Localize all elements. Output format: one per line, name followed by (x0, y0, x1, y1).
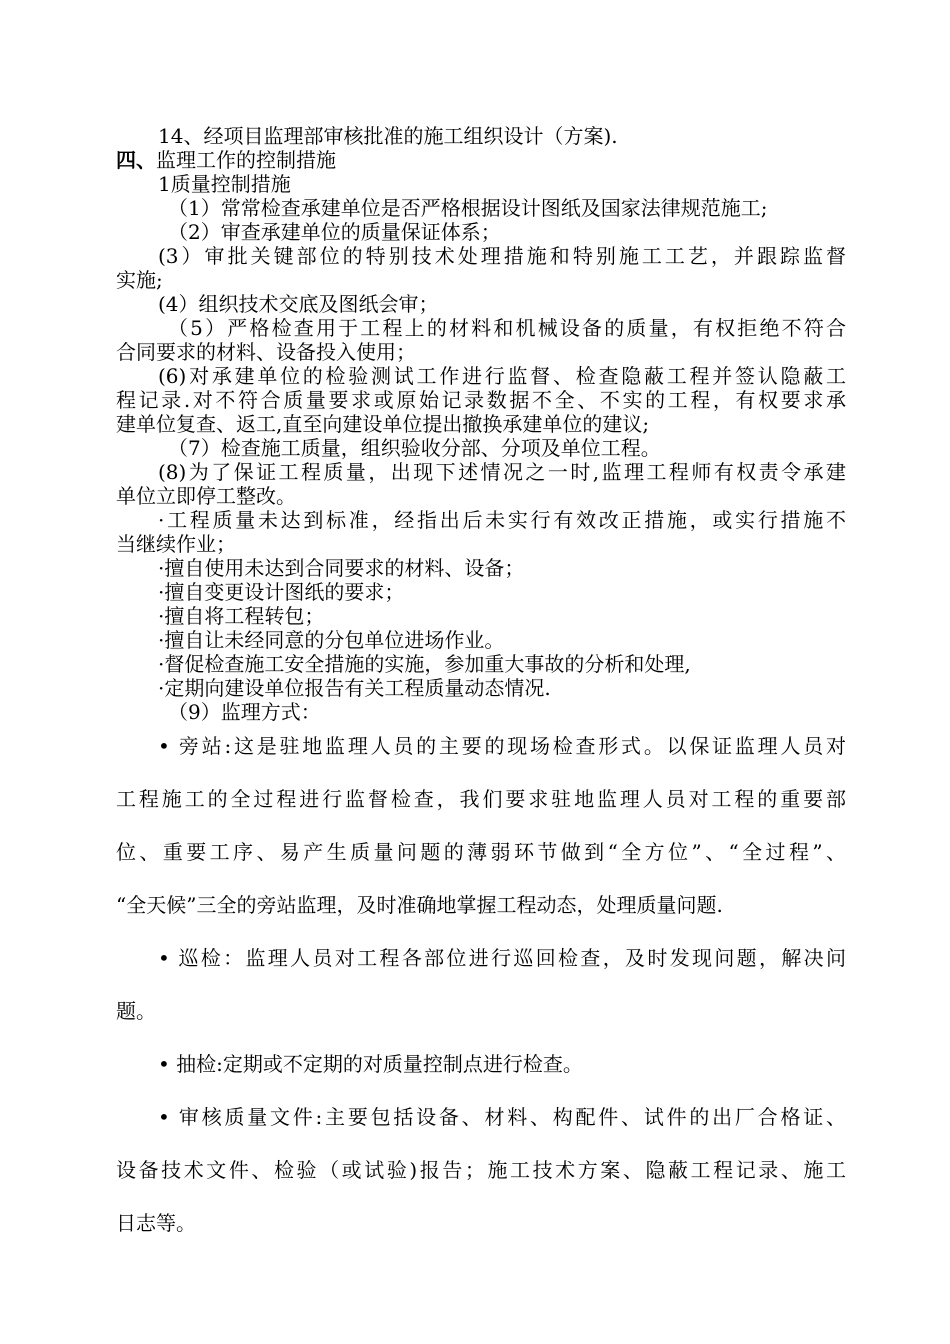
text-line: “全天候”三全的旁站监理，及时准确地掌握工程动态，处理质量问题. (116, 893, 723, 917)
text-line: 程记录.对不符合质量要求或原始记录数据不全、不实的工程，有权要求承 (116, 388, 846, 412)
list-item: ·擅自变更设计图纸的要求； (158, 580, 405, 604)
text-line: 单位立即停工整改。 (116, 484, 296, 508)
text-line: （9）监理方式： (168, 700, 321, 724)
section-heading (116, 148, 846, 172)
list-item: ·擅自使用未达到合同要求的材料、设备； (158, 556, 525, 580)
list-item: ·擅自将工程转包； (158, 604, 325, 628)
list-item: ·督促检查施工安全措施的实施，参加重大事故的分析和处理, (158, 652, 691, 676)
section-number: 四、 (116, 148, 156, 172)
text-line: (6)对承建单位的检验测试工作进行监督、检查隐蔽工程并签认隐蔽工 (158, 364, 846, 388)
section-title: 监理工作的控制措施 (156, 148, 336, 172)
list-item: ·擅自让未经同意的分包单位进场作业。 (158, 628, 505, 652)
text-line: (8)为了保证工程质量，出现下述情况之一时,监理工程师有权责令承建 (158, 460, 846, 484)
text-line: 设备技术文件、检验（或试验)报告；施工技术方案、隐蔽工程记录、施工 (116, 1158, 846, 1182)
subsection-title: 1质量控制措施 (158, 172, 291, 196)
text-line: (4）组织技术交底及图纸会审； (158, 292, 439, 316)
text-line: （2）审查承建单位的质量保证体系； (168, 220, 501, 244)
text-line: 工程施工的全过程进行监督检查，我们要求驻地监理人员对工程的重要部 (116, 787, 846, 811)
bullet-item: • 巡检：监理人员对工程各部位进行巡回检查，及时发现问题，解决问 (158, 946, 846, 970)
text-line: （1）常常检查承建单位是否严格根据设计图纸及国家法律规范施工; (168, 196, 768, 220)
text-line: 日志等。 (116, 1211, 196, 1235)
text-line: 合同要求的材料、设备投入使用； (116, 340, 416, 364)
list-item: ·定期向建设单位报告有关工程质量动态情况. (158, 676, 551, 700)
text-line: (3）审批关键部位的特别技术处理措施和特别施工工艺，并跟踪监督 (158, 244, 846, 268)
text-line: 题。 (116, 999, 156, 1023)
text-line: 实施; (116, 268, 163, 292)
bullet-item: • 审核质量文件:主要包括设备、材料、构配件、试件的出厂合格证、 (158, 1105, 846, 1129)
text-line: 建单位复查、返工,直至向建设单位提出撤换承建单位的建议; (116, 412, 650, 436)
text-line: 位、重要工序、易产生质量问题的薄弱环节做到“全方位”、“全过程”、 (116, 840, 846, 864)
text-line: 当继续作业； (116, 532, 236, 556)
bullet-item: • 抽检:定期或不定期的对质量控制点进行检查。 (158, 1052, 583, 1076)
text-line: （7）检查施工质量，组织验收分部、分项及单位工程。 (168, 436, 661, 460)
list-item: ·工程质量未达到标准，经指出后未实行有效改正措施，或实行措施不 (158, 508, 846, 532)
bullet-item: • 旁站:这是驻地监理人员的主要的现场检查形式。以保证监理人员对 (158, 734, 846, 758)
text-line: 14、经项目监理部审核批准的施工组织设计（方案). (158, 124, 618, 148)
text-line: （5）严格检查用于工程上的材料和机械设备的质量，有权拒绝不符合 (168, 316, 846, 340)
